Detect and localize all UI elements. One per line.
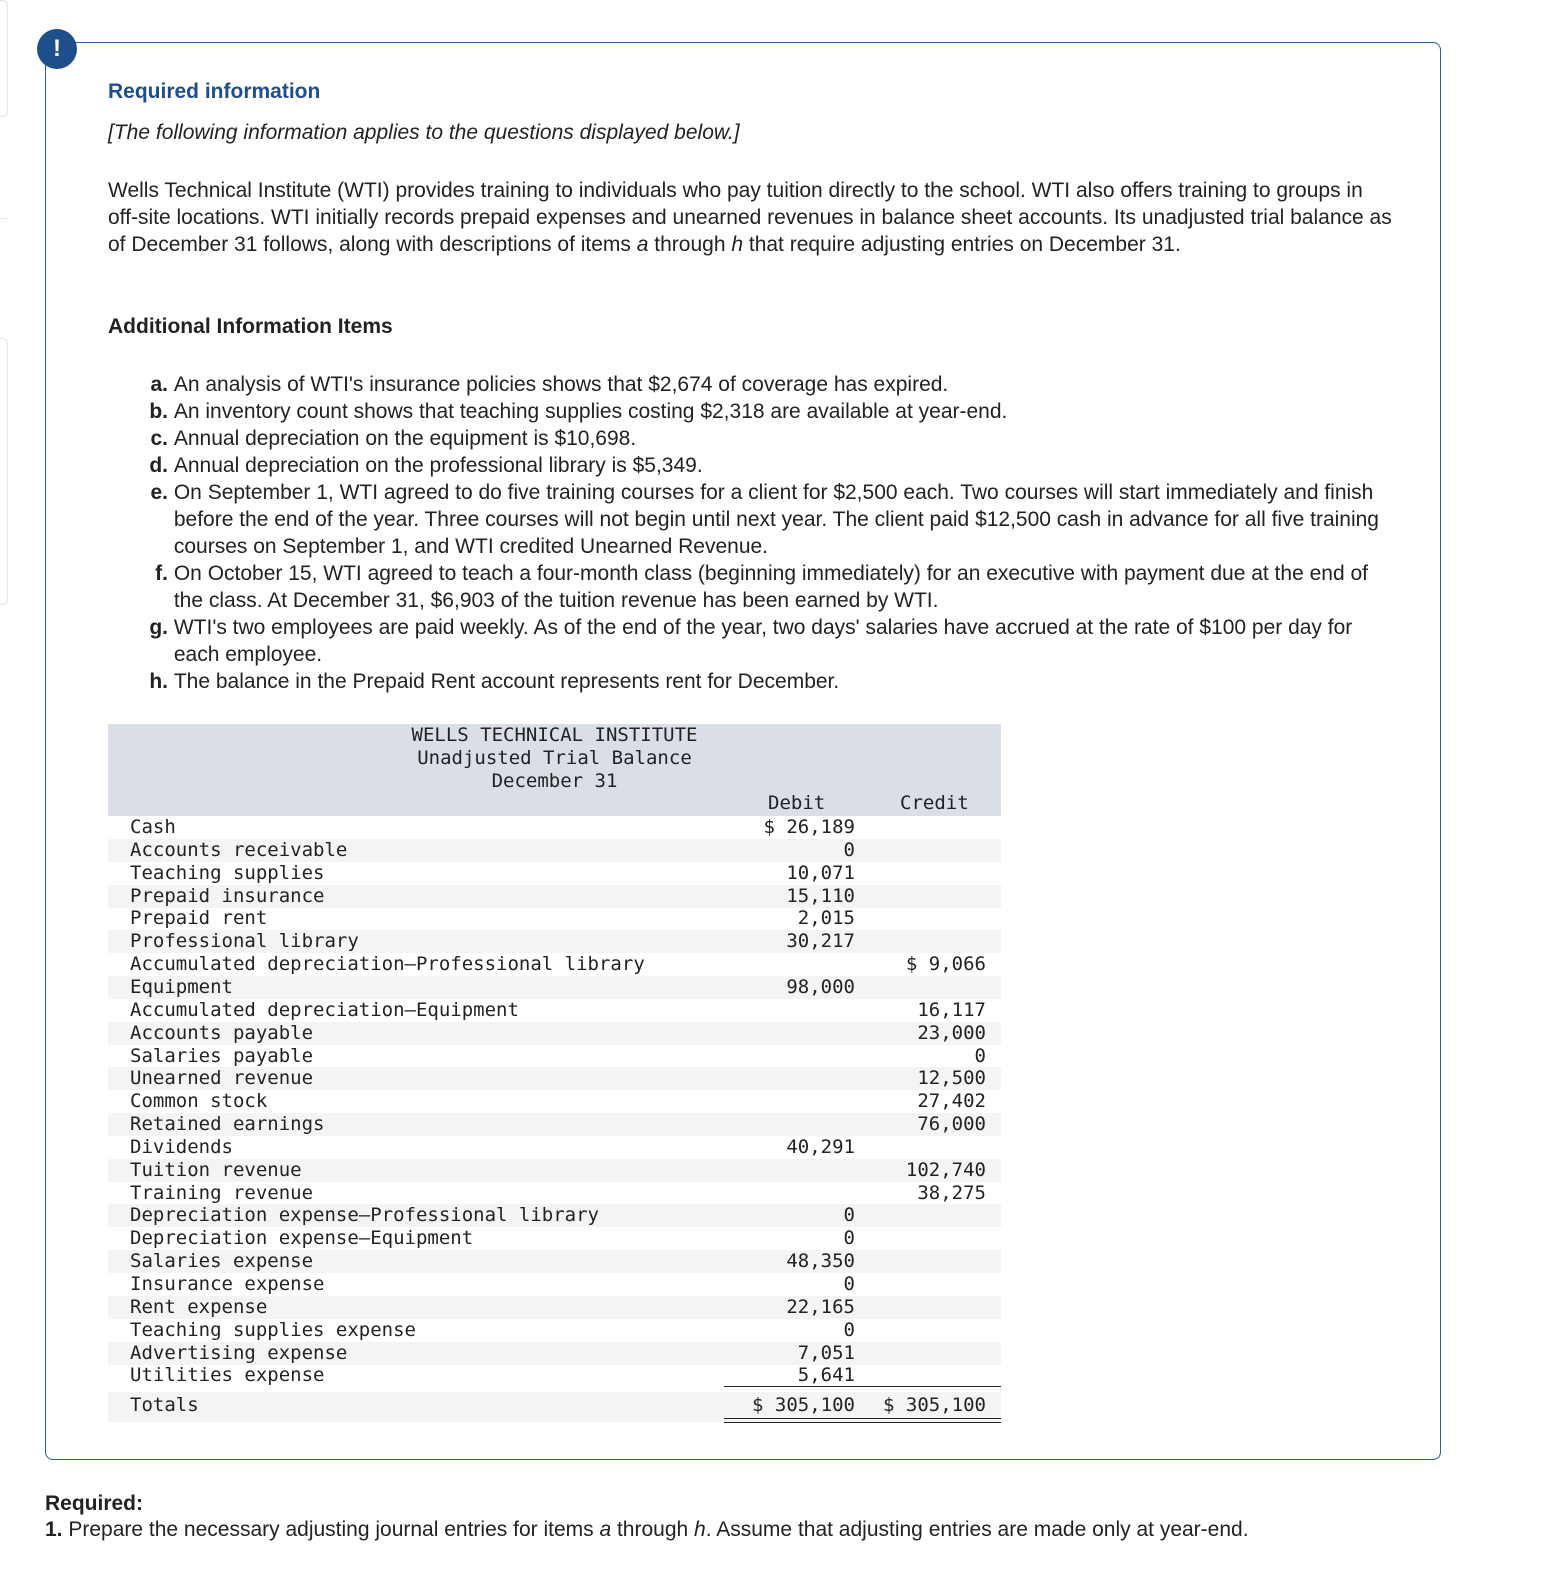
table-header xyxy=(108,724,1001,816)
account-name: Accumulated depreciation—Professional library xyxy=(130,953,645,976)
table-row xyxy=(108,1045,1001,1068)
table-row xyxy=(108,930,1001,953)
table-row xyxy=(108,862,1001,885)
totals-row: Totals $ 305,100 $ 305,100 xyxy=(108,1392,1001,1422)
debit-amount: 22,165 xyxy=(786,1295,855,1318)
table-row xyxy=(108,1319,1001,1342)
account-name: Accounts receivable xyxy=(130,838,348,861)
account-name: Professional library xyxy=(130,930,359,953)
list-item: g. WTI's two employees are paid weekly. As of the end of the year, two days' salaries have accrued at the rate of $100 per day for each employee. xyxy=(149,616,1353,666)
account-name: Teaching supplies xyxy=(130,861,325,884)
info-note: [The following information applies to the questions displayed below.] xyxy=(108,121,740,144)
table-row xyxy=(108,1113,1001,1136)
list-item: b. An inventory count shows that teaching supplies costing $2,318 are available at year-end. xyxy=(149,400,1008,423)
debit-amount: 15,110 xyxy=(786,884,855,907)
account-name: Retained earnings xyxy=(130,1113,325,1136)
table-row xyxy=(108,885,1001,908)
table-row xyxy=(108,1273,1001,1296)
table-row xyxy=(108,999,1001,1022)
table-row xyxy=(108,1182,1001,1205)
trial-balance-table xyxy=(108,724,1001,1424)
table-row xyxy=(108,1342,1001,1365)
debit-amount: 7,051 xyxy=(797,1341,855,1364)
table-row xyxy=(108,1227,1001,1250)
account-name: Equipment xyxy=(130,975,233,998)
table-row xyxy=(108,1136,1001,1159)
account-name: Training revenue xyxy=(130,1181,314,1204)
table-row xyxy=(108,816,1001,839)
table-row xyxy=(108,1364,1001,1387)
credit-amount: 0 xyxy=(974,1044,986,1067)
required-item-1: 1. Prepare the necessary adjusting journal entries for items a through h. Assume that adjusting entries are made only at year-end. xyxy=(45,1518,1249,1541)
list-item: h. The balance in the Prepaid Rent account represents rent for December. xyxy=(149,670,840,693)
additional-info-heading: Additional Information Items xyxy=(108,315,393,338)
credit-amount: 38,275 xyxy=(917,1181,986,1204)
list-item: f. On October 15, WTI agreed to teach a four-month class (beginning immediately) for an executive with payment due at the end of the class. At December 31, $6,903 of the tuition revenue has been earned by WTI. xyxy=(155,562,1368,612)
credit-amount: 102,740 xyxy=(905,1158,986,1181)
debit-amount: 0 xyxy=(843,1273,855,1295)
account-name: Advertising expense xyxy=(130,1341,348,1364)
table-row xyxy=(108,1090,1001,1113)
table-row xyxy=(108,907,1001,930)
required-heading: Required: xyxy=(45,1492,144,1515)
account-name: Unearned revenue xyxy=(130,1067,314,1090)
account-name: Prepaid rent xyxy=(130,907,268,930)
table-row xyxy=(108,1296,1001,1319)
table-row xyxy=(108,1250,1001,1273)
account-name: Salaries expense xyxy=(130,1250,314,1273)
list-item: d. Annual depreciation on the professional library is $5,349. xyxy=(149,454,703,477)
account-name: Prepaid insurance xyxy=(130,884,325,907)
debit-amount: 0 xyxy=(843,1318,855,1341)
credit-header: Credit xyxy=(900,792,969,814)
report-date: December 31 xyxy=(491,770,618,792)
account-name: Teaching supplies expense xyxy=(130,1318,416,1341)
account-name: Depreciation expense—Equipment xyxy=(130,1227,474,1250)
table-row xyxy=(108,953,1001,976)
table-row xyxy=(108,1159,1001,1182)
account-name: Tuition revenue xyxy=(130,1158,302,1181)
table-row xyxy=(108,1022,1001,1045)
debit-amount: 30,217 xyxy=(786,930,855,953)
debit-amount: 48,350 xyxy=(786,1250,855,1273)
required-info-title: Required information xyxy=(108,80,321,103)
debit-amount: $ 26,189 xyxy=(763,816,855,838)
account-name: Salaries payable xyxy=(130,1044,314,1067)
account-name: Accumulated depreciation—Equipment xyxy=(130,998,519,1021)
table-row xyxy=(108,976,1001,999)
left-panel-edge xyxy=(0,218,8,219)
list-item: e. On September 1, WTI agreed to do five training courses for a client for $2,500 each. Two courses will start immediately and finish before the end of the year. Three courses will not begin until next year. The client paid $12,500 cash in advance for all five training courses on September 1, and WTI credited Unearned Revenue. xyxy=(150,481,1379,558)
debit-amount: 98,000 xyxy=(786,975,855,998)
table-row xyxy=(108,839,1001,862)
double-rule xyxy=(724,1418,1001,1423)
credit-amount: 76,000 xyxy=(917,1113,986,1136)
debit-header: Debit xyxy=(768,792,826,814)
credit-amount: 12,500 xyxy=(917,1067,986,1090)
debit-amount: 0 xyxy=(843,1204,855,1227)
report-title: Unadjusted Trial Balance xyxy=(417,747,692,769)
debit-amount: 5,641 xyxy=(797,1364,855,1387)
debit-amount: 2,015 xyxy=(797,907,855,930)
additional-info-list xyxy=(140,371,1380,695)
list-item: a. An analysis of WTI's insurance policies shows that $2,674 of coverage has expired. xyxy=(150,373,949,396)
company-name: WELLS TECHNICAL INSTITUTE xyxy=(411,724,698,746)
table-row xyxy=(108,1067,1001,1090)
alert-icon: ! xyxy=(37,29,77,69)
debit-amount: 10,071 xyxy=(786,861,855,884)
intro-paragraph: Wells Technical Institute (WTI) provides training to individuals who pay tuition directly to the school. WTI also offers training to groups in off-site locations. WTI initially records prepaid expenses and unearned revenues in balance sheet accounts. Its unadjusted trial balance as of December 31 follows, along with descriptions of items a through h that require adjusting entries on December 31. xyxy=(108,179,1392,256)
account-name: Common stock xyxy=(130,1090,268,1113)
account-name: Depreciation expense—Professional library xyxy=(130,1204,599,1227)
debit-amount: 40,291 xyxy=(786,1135,855,1158)
table-row xyxy=(108,1204,1001,1227)
left-panel-edge xyxy=(0,0,8,117)
account-name: Cash xyxy=(130,816,176,838)
total-rule xyxy=(724,1386,1001,1387)
list-item: c. Annual depreciation on the equipment is $10,698. xyxy=(150,427,637,450)
credit-amount: 16,117 xyxy=(917,998,986,1021)
debit-amount: 0 xyxy=(843,838,855,861)
credit-amount: 23,000 xyxy=(917,1021,986,1044)
credit-amount: $ 9,066 xyxy=(905,953,986,976)
account-name: Dividends xyxy=(130,1135,233,1158)
account-name: Accounts payable xyxy=(130,1021,314,1044)
account-name: Insurance expense xyxy=(130,1273,325,1295)
account-name: Utilities expense xyxy=(130,1364,325,1387)
debit-amount: 0 xyxy=(843,1227,855,1250)
account-name: Rent expense xyxy=(130,1295,268,1318)
credit-amount: 27,402 xyxy=(917,1090,986,1113)
left-panel-edge xyxy=(0,338,8,605)
